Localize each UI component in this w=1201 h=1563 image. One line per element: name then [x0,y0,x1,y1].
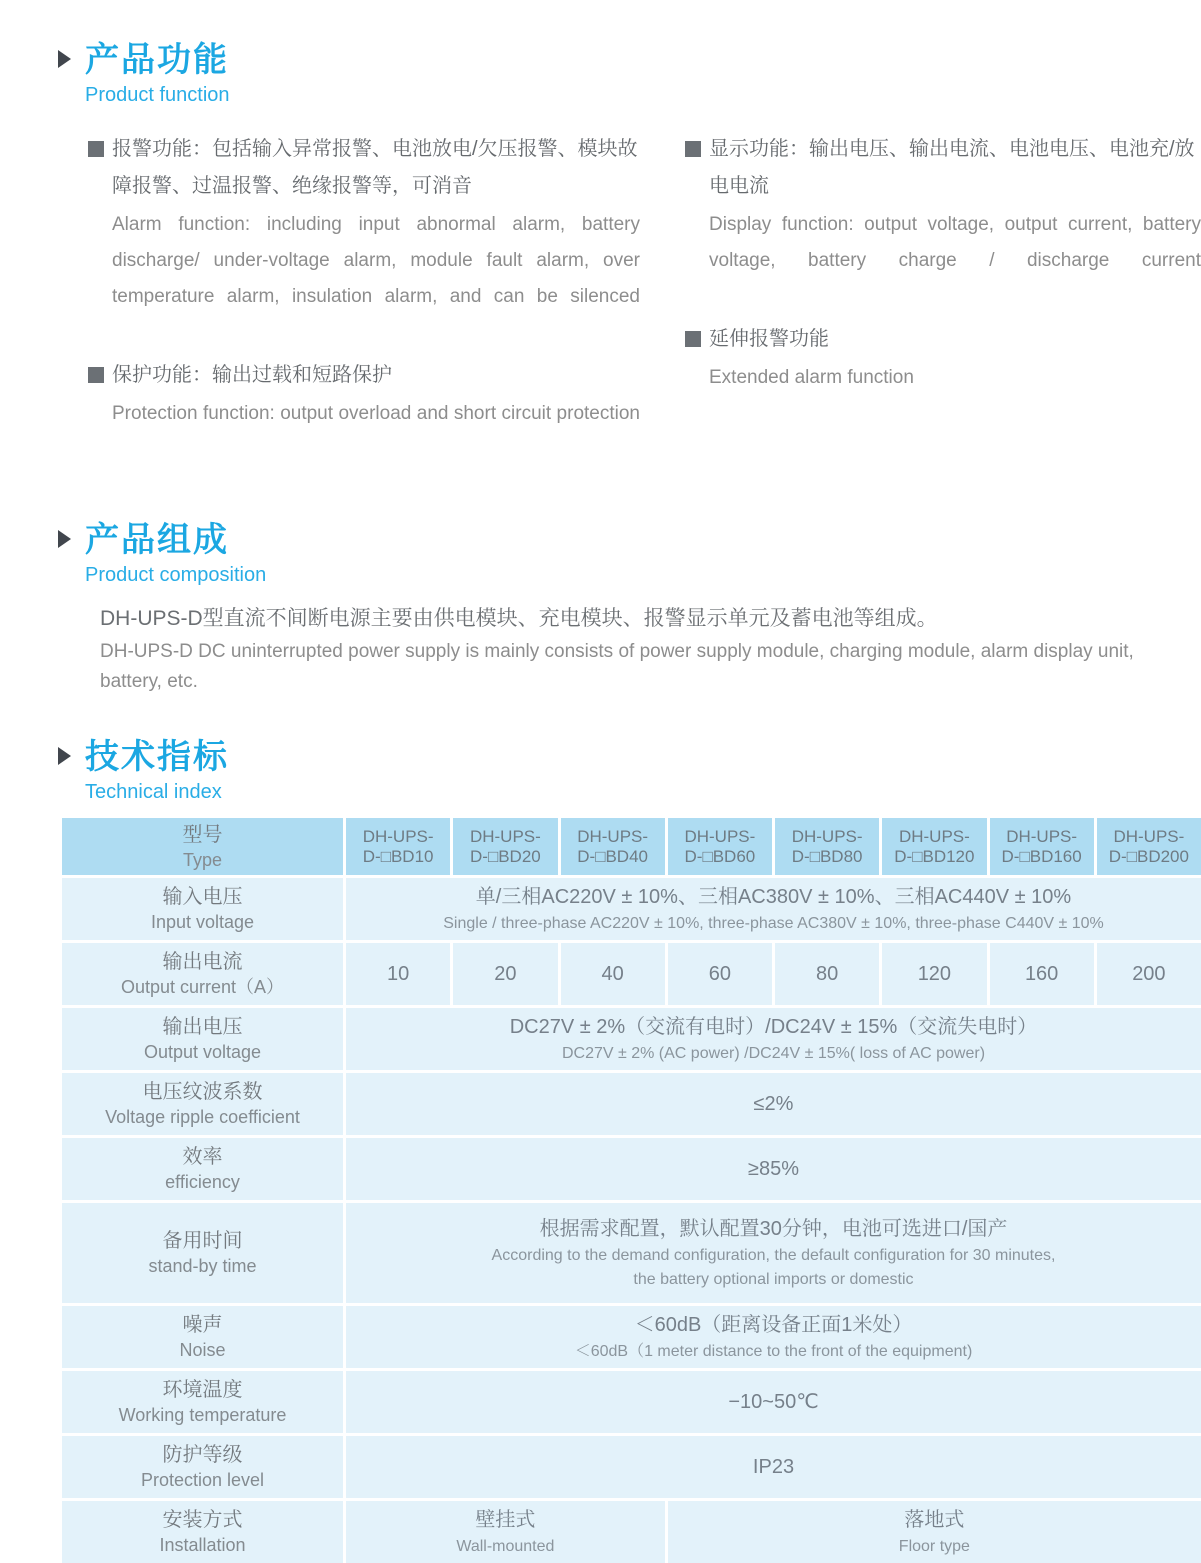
header-model-bd200: DH-UPS- D-□BD200 [1097,818,1201,875]
table-row-noise [62,1306,1201,1368]
installation-floor-type-cell: 落地式 Floor type [668,1501,1201,1563]
feature-alarm [88,131,640,351]
row-label: 安装方式 Installation [62,1501,343,1563]
current-value-cell: 10 [346,943,450,1005]
feature-protection [88,357,640,468]
row-label: 输入电压 Input voltage [62,878,343,940]
header-model-bd60: DH-UPS- D-□BD60 [668,818,772,875]
row-value: ≤2% [346,1073,1201,1135]
header-model-bd80: DH-UPS- D-□BD80 [775,818,879,875]
section-product-function [0,40,1201,474]
table-header-row [62,818,1201,875]
current-value-cell: 160 [990,943,1094,1005]
feature-display-cn [685,131,1201,205]
feature-display-en: Display function: output voltage, output current, battery voltage, battery charge / discharge current [709,214,1201,271]
feature-protection-cn-text: 保护功能：输出过载和短路保护 [112,364,392,386]
current-value-cell: 20 [453,943,557,1005]
feature-display [685,131,1201,315]
row-label: 备用时间 stand-by time [62,1203,343,1303]
product-function-title-en: Product function [85,84,230,106]
feature-extended-alarm-cn-text: 延伸报警功能 [709,328,829,350]
header-model-bd120: DH-UPS- D-□BD120 [882,818,986,875]
feature-protection-en: Protection function: output overload and short circuit protection [112,403,640,424]
row-value: 根据需求配置，默认配置30分钟，电池可选进口/国产 According to the demand configuration, the default configuration for 30 minutes, the battery optional imports or domestic [346,1203,1201,1303]
technical-index-title-en: Technical index [85,781,222,803]
row-label: 电压纹波系数 Voltage ripple coefficient [62,1073,343,1135]
header-model-bd20: DH-UPS- D-□BD20 [453,818,557,875]
row-label: 效率 efficiency [62,1138,343,1200]
current-value-cell: 120 [882,943,986,1005]
triangle-bullet-icon [58,50,71,68]
row-value: ＜60dB（距离设备正面1米处） ＜60dB（1 meter distance to the front of the equipment) [346,1306,1201,1368]
row-label: 输出电压 Output voltage [62,1008,343,1070]
product-function-title-cn: 产品功能 [85,41,229,79]
table-row-installation [62,1501,1201,1563]
feature-extended-alarm-cn [685,321,1201,358]
table-row-efficiency [62,1138,1201,1200]
product-function-right-column [685,131,1201,474]
table-row-protection-level [62,1436,1201,1498]
product-composition-title-cn: 产品组成 [85,521,229,559]
feature-protection-cn [88,357,640,394]
product-function-left-column [88,131,640,474]
composition-body-en: DH-UPS-D DC uninterrupted power supply is mainly consists of power supply module, charging module, alarm display unit, battery, etc. [100,641,1134,692]
row-value: ≥85% [346,1138,1201,1200]
square-bullet-icon [88,367,104,383]
square-bullet-icon [88,141,104,157]
table-row-ripple [62,1073,1201,1135]
header-model-bd160: DH-UPS- D-□BD160 [990,818,1094,875]
triangle-bullet-icon [58,747,71,765]
technical-index-title-cn: 技术指标 [85,738,229,776]
technical-index-heading [58,737,1201,804]
row-value: −10~50℃ [346,1371,1201,1433]
feature-alarm-cn [88,131,640,205]
row-value: DC27V ± 2%（交流有电时）/DC24V ± 15%（交流失电时） DC27V ± 2% (AC power) /DC24V ± 15%( loss of AC power) [346,1008,1201,1070]
feature-display-cn-text: 显示功能：输出电压、输出电流、电池电压、电池充/放电电流 [709,138,1195,197]
table-row-working-temperature [62,1371,1201,1433]
header-model-bd10: DH-UPS- D-□BD10 [346,818,450,875]
header-model-bd40: DH-UPS- D-□BD40 [561,818,665,875]
feature-alarm-cn-text: 报警功能：包括输入异常报警、电池放电/欠压报警、模块故障报警、过温报警、绝缘报警等，可消音 [112,138,638,197]
table-row-standby-time [62,1203,1201,1303]
product-composition-heading [58,520,1201,587]
current-value-cell: 40 [561,943,665,1005]
feature-extended-alarm [685,321,1201,432]
current-value-cell: 60 [668,943,772,1005]
row-label: 防护等级 Protection level [62,1436,343,1498]
current-value-cell: 80 [775,943,879,1005]
feature-alarm-en: Alarm function: including input abnormal alarm, battery discharge/ under-voltage alarm, module fault alarm, over temperature alarm, insulation alarm, and can be silenced [112,214,640,307]
row-label: 噪声 Noise [62,1306,343,1368]
spec-table [62,818,1201,1563]
row-label: 环境温度 Working temperature [62,1371,343,1433]
table-row-output-voltage [62,1008,1201,1070]
feature-extended-alarm-en: Extended alarm function [709,367,914,388]
triangle-bullet-icon [58,530,71,548]
header-type: 型号 Type [62,818,343,875]
product-composition-title-en: Product composition [85,564,267,586]
current-value-cell: 200 [1097,943,1201,1005]
product-function-heading [58,40,1201,107]
composition-body-cn: DH-UPS-D型直流不间断电源主要由供电模块、充电模块、报警显示单元及蓄电池等组成。 [100,607,938,630]
square-bullet-icon [685,141,701,157]
product-function-columns [88,131,1201,474]
row-label: 输出电流 Output current（A） [62,943,343,1005]
square-bullet-icon [685,331,701,347]
table-row-output-current [62,943,1201,1005]
row-value: IP23 [346,1436,1201,1498]
installation-wall-mounted-cell: 壁挂式 Wall-mounted [346,1501,665,1563]
section-product-composition [0,520,1201,697]
table-row-input-voltage [62,878,1201,940]
row-value: 单/三相AC220V ± 10%、三相AC380V ± 10%、三相AC440V ± 10% Single / three-phase AC220V ± 10%, three-phase AC380V ± 10%, three-phase C440V ± 10% [346,878,1201,940]
section-technical-index [0,737,1201,1563]
